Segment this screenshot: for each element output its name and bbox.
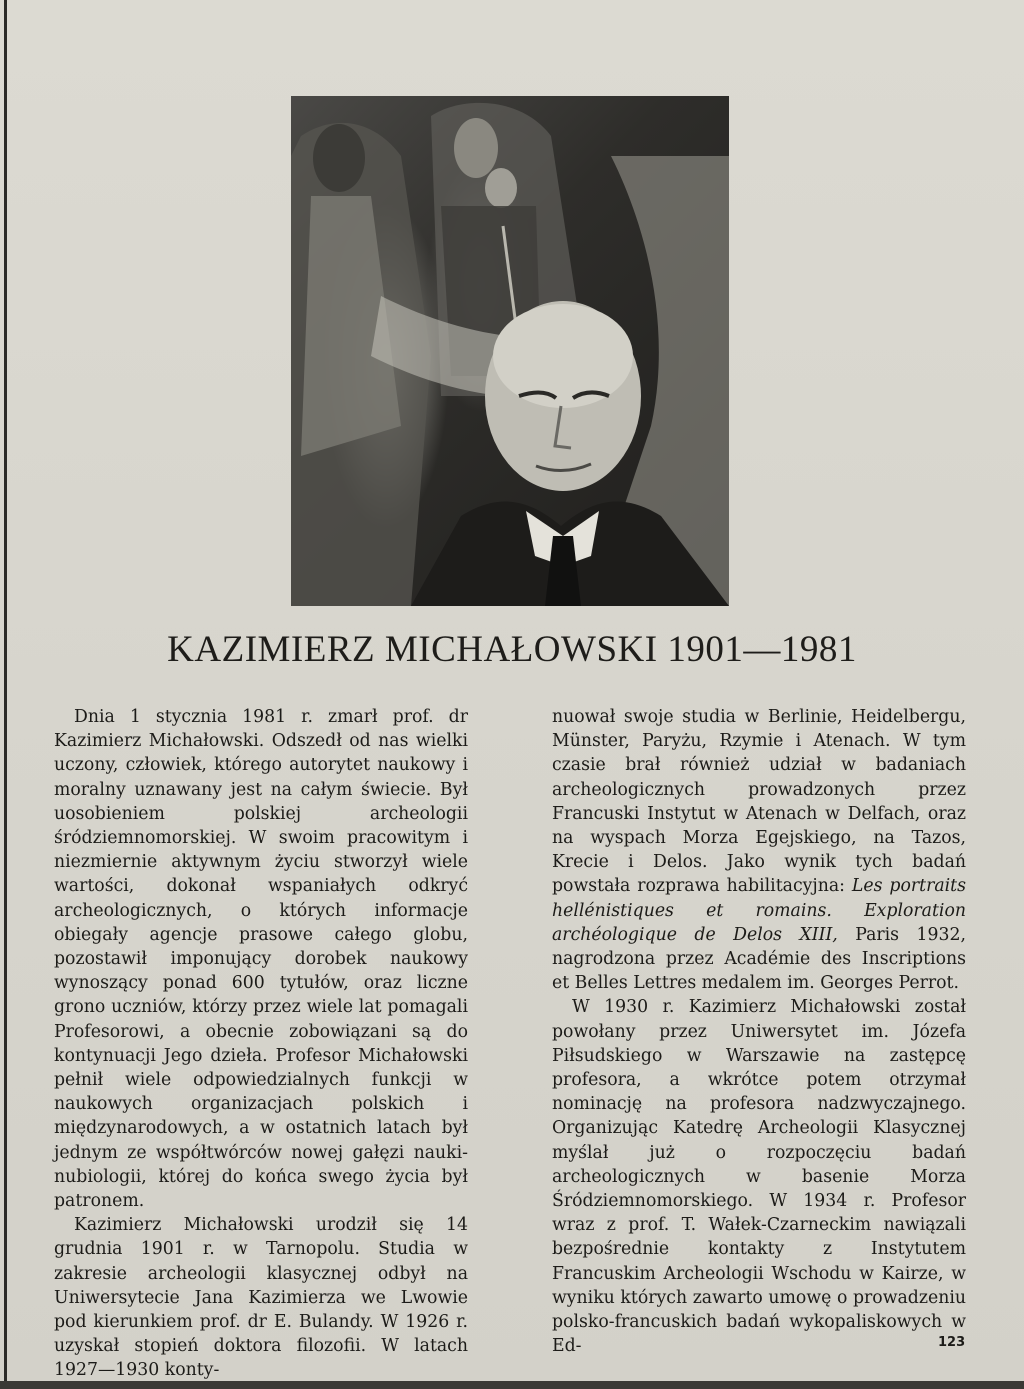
page-edge-bottom bbox=[0, 1381, 1024, 1389]
right-column bbox=[552, 705, 966, 1358]
page-number: 123 bbox=[938, 1335, 966, 1350]
paragraph-studies-text: nuował swoje studia w Berlinie, Heidelbergu, Münster, Paryżu, Rzymie i Atenach. W tym czasie brał również udział w badaniach archeologicznych prowadzonych przez Francuski Instytut w Atenach w Delfach, oraz na wyspach Morza Egejskiego, na Tazos, Krecie i Delos. Jako wynik tych badań powstała rozprawa habilitacyjna: bbox=[552, 707, 966, 897]
article-title: KAZIMIERZ MICHAŁOWSKI 1901—1981 bbox=[167, 629, 857, 670]
paragraph-biography-start: Kazimierz Michałowski urodził się 14 grudnia 1901 r. w Tarnopolu. Studia w zakresie archeologii klasycznej odbył na Uniwersytecie Jana Kazimierza we Lwowie pod kierunkiem prof. dr E. Bulandy. W 1926 r. uzyskał stopień doktora filozofii. W latach 1927—1930 konty- bbox=[54, 1215, 468, 1381]
paragraph-warsaw-career: W 1930 r. Kazimierz Michałowski został powołany przez Uniwersytet im. Józefa Piłsudskiego w Warszawie na zastępcę profesora, a wkrótce potem otrzymał nominację na profesora nadzwyczajnego. Organizując Katedrę Archeologii Klasycznej myślał już o rozpoczęciu badań archeologicznych w basenie Morza Śródziemnomorskiego. W 1934 r. Profesor wraz z prof. T. Wałek-Czarneckim nawiązali bezpośrednie kontakty z Instytutem Francuskim Archeologii Wschodu w Kairze, w wyniku których zawarto umowę o prowadzeniu polsko-francuskich badań wykopaliskowych w Ed- bbox=[552, 997, 966, 1357]
page-edge-left bbox=[4, 0, 7, 1389]
paragraph-studies-text-end: Paris 1932, nagrodzona przez Académie des Inscriptions et Belles Lettres medalem im. Georges Perrot. bbox=[552, 924, 966, 994]
portrait-photo bbox=[291, 96, 729, 606]
habilitation-title: Les portraits hellénistiques et romains. Exploration archéologique de Delos XIII, bbox=[552, 876, 966, 945]
left-column bbox=[54, 705, 468, 1383]
portrait-illustration bbox=[291, 96, 729, 606]
paragraph-studies bbox=[552, 705, 966, 995]
paragraph-obituary-intro: Dnia 1 stycznia 1981 r. zmarł prof. dr Kazimierz Michałowski. Odszedł od nas wielki uczony, człowiek, którego autorytet naukowy i moralny uznawany jest na całym świecie. Był uosobieniem polskiej archeologii śródziemnomorskiej. W swoim pracowitym i niezmiernie aktywnym życiu stworzył wiele wartości, dokonał wspaniałych odkryć archeologicznych, o których informacje obiegały agencje prasowe całego globu, pozostawił imponujący dorobek naukowy wynoszący ponad 600 tytułów, oraz liczne grono uczniów, którzy przez wiele lat pomagali Profesorowi, a obecnie zobowiązani są do kontynuacji Jego dzieła. Profesor Michałowski pełnił wiele odpowiedzialnych funkcji w naukowych organizacjach polskich i międzynarodowych, a w ostatnich latach był jednym ze współtwórców nowej gałęzi nauki-nubiologii, której do końca swego życia był patronem. bbox=[54, 707, 468, 1212]
